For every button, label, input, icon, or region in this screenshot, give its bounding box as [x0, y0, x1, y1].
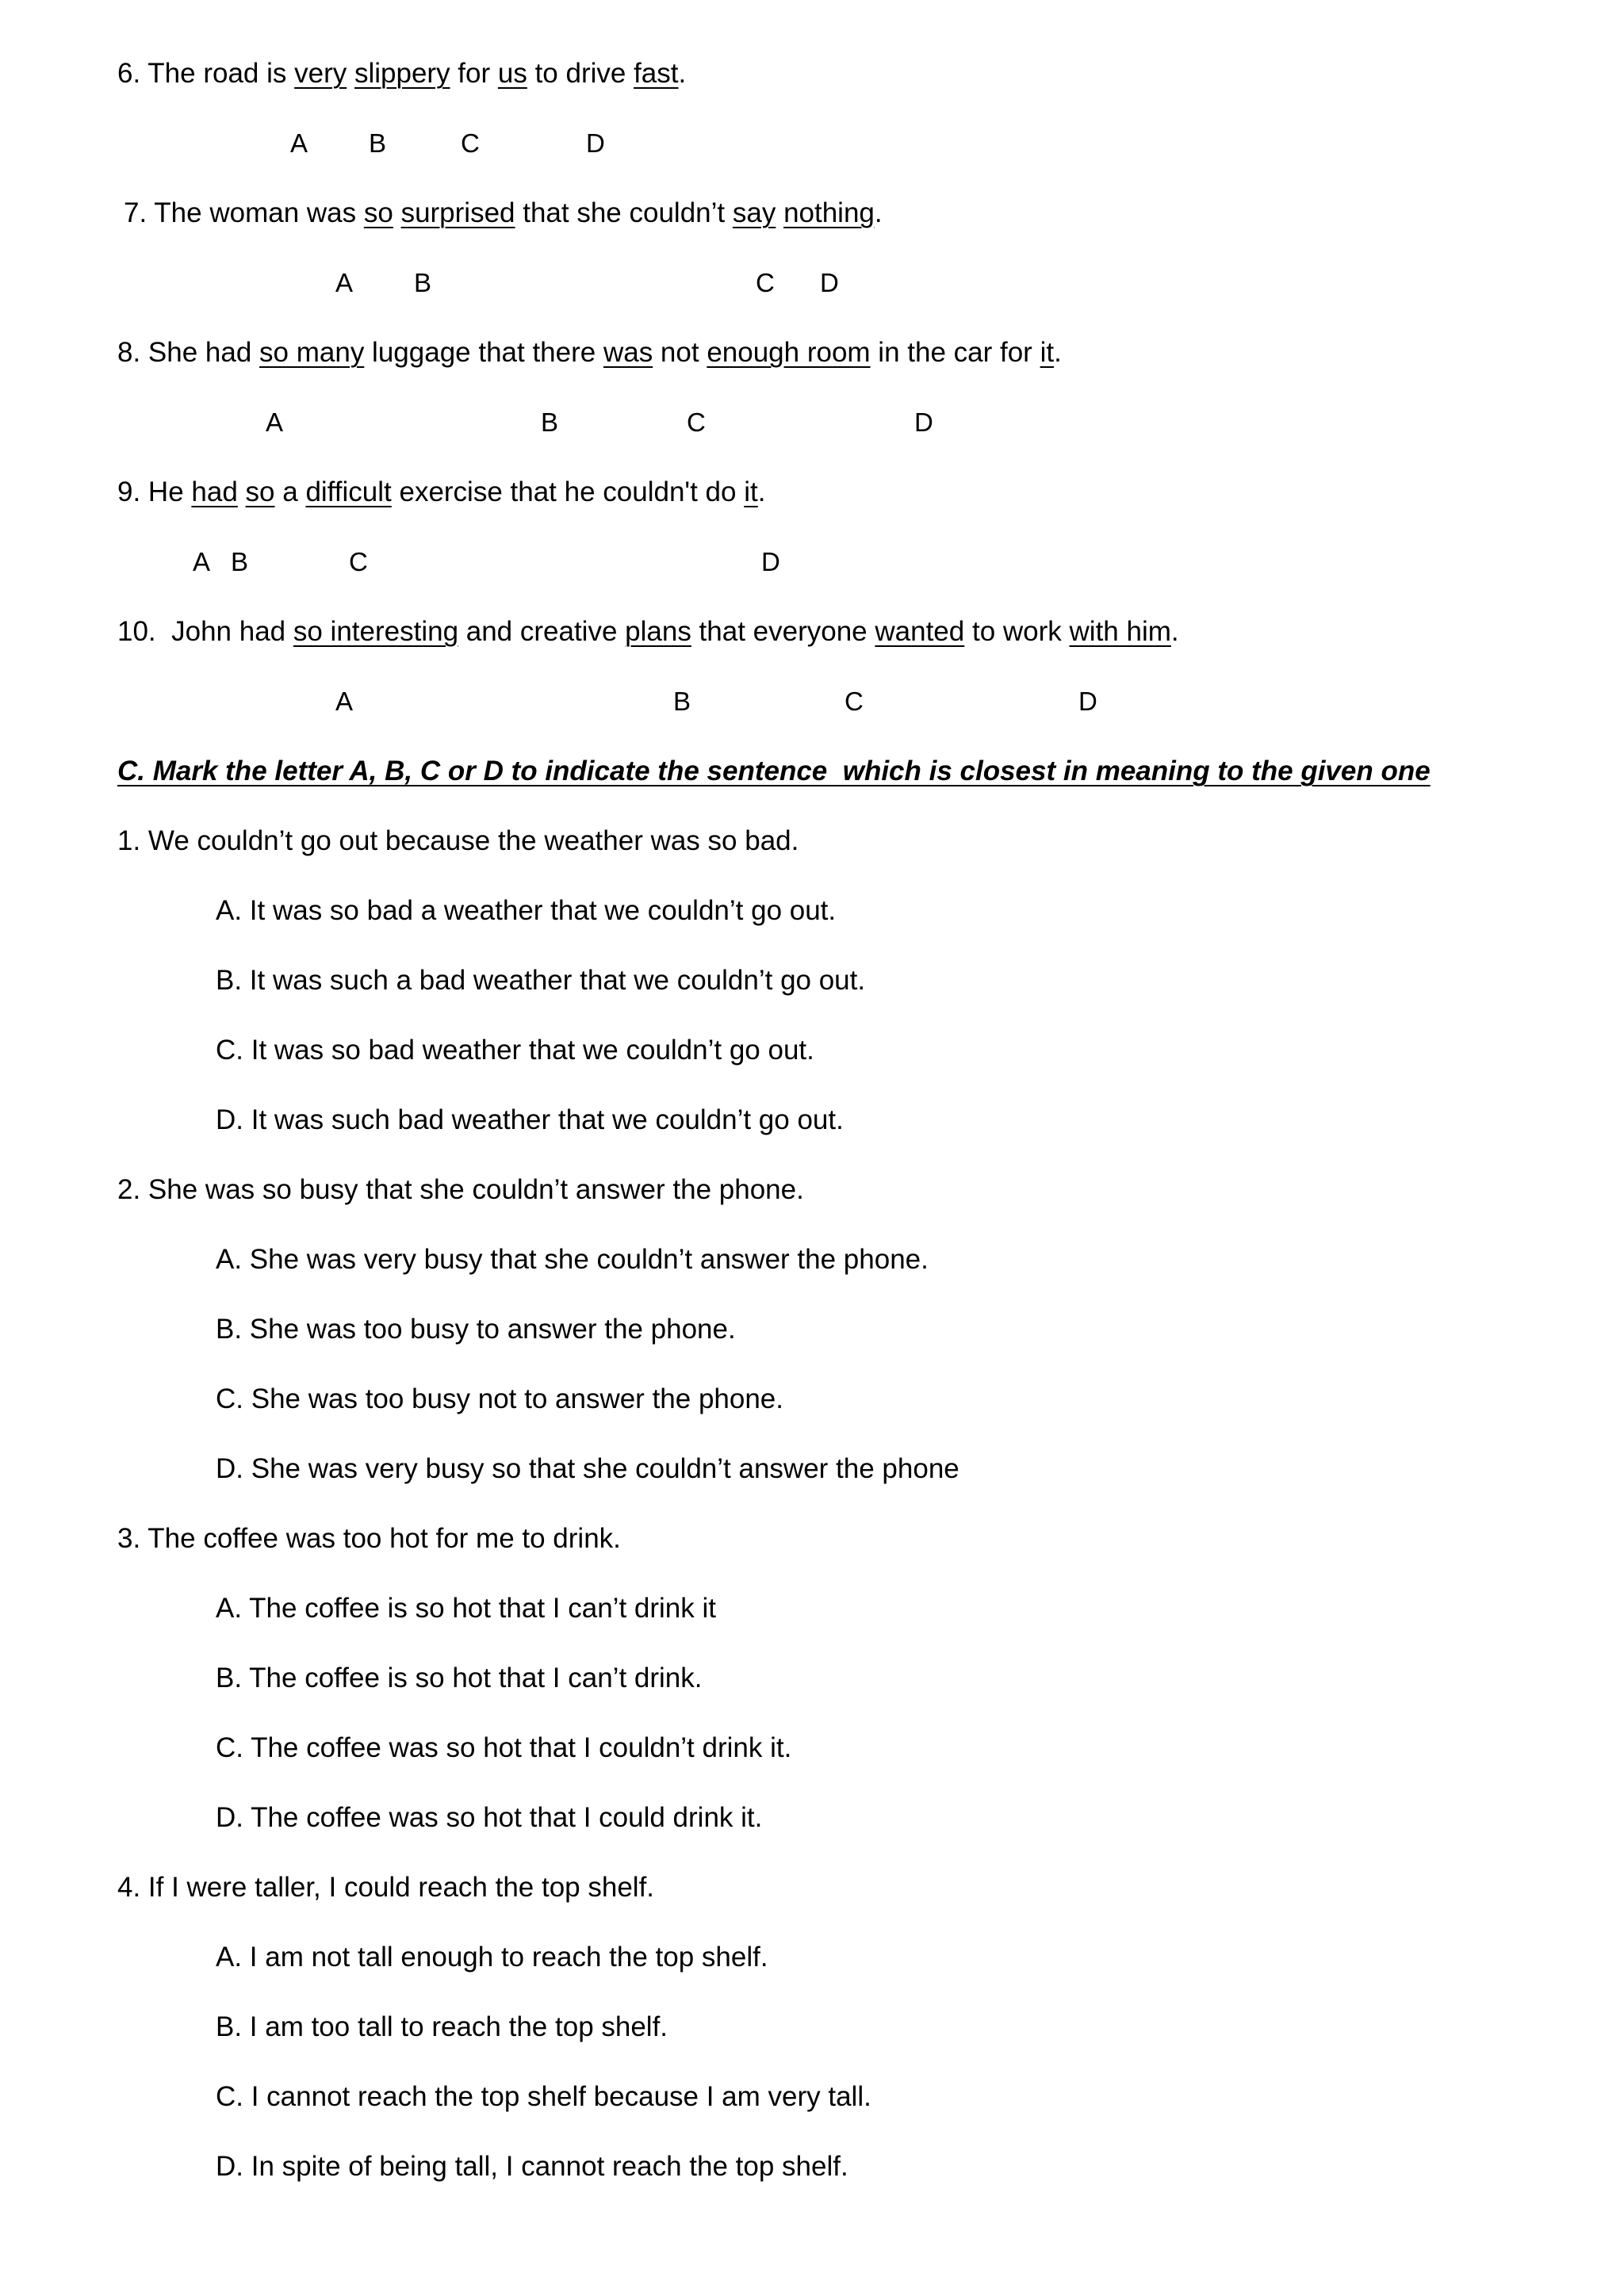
section-c-question-1: 1. We couldn’t go out because the weather was so bad. [117, 825, 799, 856]
option-a: A. I am not tall enough to reach the top shelf. [216, 1942, 768, 1973]
question-number: 8. [117, 337, 141, 368]
letter-label-c: C [845, 687, 864, 716]
letter-label-a: A [290, 128, 308, 158]
underlined-option-a: so [363, 197, 393, 228]
letter-label-b: B [369, 128, 387, 158]
letter-label-a: A [335, 687, 354, 716]
underlined-option-b: slippery [354, 58, 450, 89]
underlined-option-a: very [294, 58, 347, 89]
letter-label-a: A [266, 408, 284, 437]
underlined-option-b: so [245, 476, 275, 507]
question-6: 6. The road is very slippery for us to drive fast. [117, 58, 687, 89]
section-c-heading: C. Mark the letter A, B, C or D to indicate the sentence which is closest in meaning to the given one [117, 756, 1431, 786]
underlined-option-b: plans [625, 616, 691, 647]
question-number: 9. [117, 476, 141, 507]
underlined-option-d: with him [1069, 616, 1171, 647]
option-b: B. She was too busy to answer the phone. [216, 1314, 736, 1345]
question-number: 6. [117, 58, 141, 89]
letter-label-c: C [756, 268, 775, 297]
question-9: 9. He had so a difficult exercise that he couldn't do it. [117, 476, 766, 507]
underlined-option-c: enough room [707, 337, 871, 368]
option-b: B. It was such a bad weather that we couldn’t go out. [216, 965, 866, 996]
option-c: C. The coffee was so hot that I couldn’t drink it. [216, 1732, 792, 1763]
option-d: D. In spite of being tall, I cannot reach the top shelf. [216, 2151, 848, 2182]
letter-label-d: D [914, 408, 933, 437]
underlined-option-a: so interesting [293, 616, 459, 647]
question-7: 7. The woman was so surprised that she couldn’t say nothing. [124, 197, 883, 228]
underlined-option-a: so many [259, 337, 365, 368]
option-c: C. She was too busy not to answer the phone. [216, 1383, 783, 1414]
letter-label-d: D [761, 547, 780, 576]
letter-label-c: C [349, 547, 368, 576]
underlined-option-d: nothing [783, 197, 875, 228]
option-d: D. It was such bad weather that we couldn’t go out. [216, 1104, 844, 1135]
section-c-question-3: 3. The coffee was too hot for me to drink. [117, 1523, 621, 1554]
letter-label-b: B [673, 687, 691, 716]
option-c: C. It was so bad weather that we couldn’t go out. [216, 1035, 814, 1066]
section-c-question-4: 4. If I were taller, I could reach the top shelf. [117, 1872, 655, 1903]
option-d: D. The coffee was so hot that I could drink it. [216, 1802, 763, 1833]
underlined-option-a: had [191, 476, 238, 507]
option-c: C. I cannot reach the top shelf because I am very tall. [216, 2081, 871, 2112]
letter-label-d: D [1078, 687, 1097, 716]
underlined-option-c: us [497, 58, 527, 89]
question-number: 7. [124, 197, 147, 228]
option-b: B. I am too tall to reach the top shelf. [216, 2011, 668, 2042]
option-b: B. The coffee is so hot that I can’t drink. [216, 1663, 703, 1693]
underlined-option-d: it [1040, 337, 1055, 368]
letter-label-b: B [541, 408, 559, 437]
underlined-option-d: fast [634, 58, 679, 89]
underlined-option-c: difficult [305, 476, 392, 507]
section-c-question-2: 2. She was so busy that she couldn’t answer the phone. [117, 1174, 804, 1205]
question-10: 10. John had so interesting and creative plans that everyone wanted to work with him. [117, 616, 1179, 647]
underlined-option-c: wanted [875, 616, 965, 647]
option-a: A. It was so bad a weather that we couldn’t go out. [216, 895, 837, 926]
letter-label-c: C [461, 128, 480, 158]
letter-label-b: B [414, 268, 432, 297]
underlined-option-d: it [744, 476, 758, 507]
option-d: D. She was very busy so that she couldn’t answer the phone [216, 1453, 959, 1484]
letter-label-b: B [231, 547, 249, 576]
letter-label-c: C [687, 408, 706, 437]
underlined-option-b: was [603, 337, 653, 368]
letter-label-d: D [586, 128, 605, 158]
underlined-option-c: say [732, 197, 776, 228]
option-a: A. She was very busy that she couldn’t answer the phone. [216, 1244, 929, 1275]
letter-label-a: A [335, 268, 354, 297]
question-8: 8. She had so many luggage that there was not enough room in the car for it. [117, 337, 1062, 368]
question-number: 10. [117, 616, 156, 647]
letter-label-a: A [193, 547, 211, 576]
letter-label-d: D [820, 268, 839, 297]
option-a: A. The coffee is so hot that I can’t drink it [216, 1593, 716, 1624]
underlined-option-b: surprised [400, 197, 515, 228]
